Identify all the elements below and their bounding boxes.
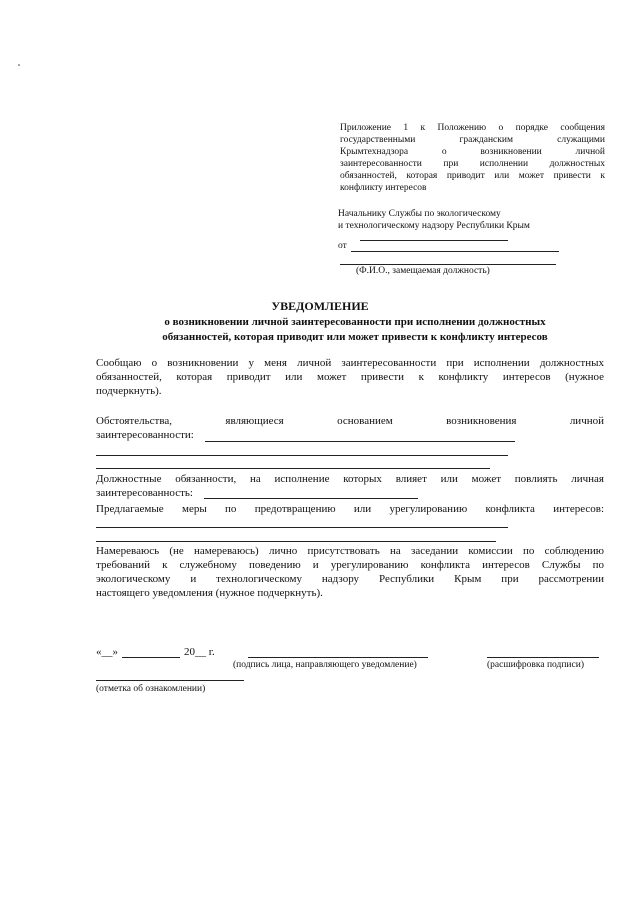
decode-line (487, 657, 599, 658)
ack-caption: (отметка об ознакомлении) (96, 684, 206, 694)
statement-line: обязанностей, которая приводит или может привести к конфликту интересов (нужное (96, 371, 604, 383)
intent-line: Намереваюсь (не намереваюсь) лично присутствовать на заседании комиссии по соблюдению (96, 545, 604, 557)
duties-label: Должностные обязанности, на исполнение которых влияет или может повлиять личная (96, 473, 604, 485)
addressee-line: и технологическому надзору Республики Крым (338, 221, 530, 231)
circumstances-label: Обстоятельства, являющиеся основанием возникновения личной (96, 415, 604, 427)
title-subline: обязанностей, которая приводит или может привести к конфликту интересов (162, 331, 548, 343)
from-label: от (338, 241, 347, 251)
measures-label: Предлагаемые меры по предотвращению или урегулированию конфликта интересов: (96, 503, 604, 515)
appendix-line: конфликту интересов (340, 183, 427, 193)
appendix-line: Крымтехнадзора о возникновении личной (340, 147, 605, 157)
duties-fill-line (204, 498, 418, 499)
measures-fill-line (96, 541, 496, 542)
addressee-block (338, 208, 608, 232)
duties-label-cont: заинтересованность: (96, 487, 193, 499)
intent-paragraph (96, 544, 604, 600)
appendix-line: Приложение 1 к Положению о порядке сообщения (340, 123, 605, 133)
scan-speck (18, 64, 20, 66)
intent-line: настоящего уведомления (нужное подчеркнуть). (96, 587, 323, 599)
appendix-line: обязанностей, которая приводит или может привести к (340, 171, 605, 181)
measures-fill-line (96, 527, 508, 528)
addressee-fill-line (360, 240, 508, 241)
fio-caption: (Ф.И.О., замещаемая должность) (356, 266, 490, 276)
ack-line (96, 680, 244, 681)
signer-caption: (подпись лица, направляющего уведомление) (233, 660, 417, 670)
decode-caption: (расшифровка подписи) (487, 660, 584, 670)
statement-line: подчеркнуть). (96, 385, 162, 397)
date-year: 20__ г. (184, 646, 215, 658)
appendix-line: заинтересованности при исполнении должностных (340, 159, 605, 169)
statement-paragraph (96, 356, 604, 398)
signature-line (248, 657, 428, 658)
circumstances-fill-line (96, 455, 508, 456)
circumstances-label-cont: заинтересованности: (96, 429, 194, 441)
date-open: «__» (96, 646, 118, 658)
title-subline: о возникновении личной заинтересованности при исполнении должностных (164, 316, 546, 328)
intent-line: экологическому и технологическому надзору Республики Крым при рассмотрении (96, 573, 604, 585)
appendix-block (340, 122, 605, 194)
circumstances-fill-line (205, 441, 515, 442)
circumstances-fill-line (96, 468, 490, 469)
addressee-line: Начальнику Службы по экологическому (338, 209, 501, 219)
statement-line: Сообщаю о возникновении у меня личной заинтересованности при исполнении должностных (96, 357, 604, 369)
intent-line: требований к служебному поведению и урегулированию конфликта интересов Службы по (96, 559, 604, 571)
from-fill-line (351, 251, 559, 252)
date-month-line (122, 657, 180, 658)
appendix-line: государственными гражданским служащими (340, 135, 605, 145)
document-title: УВЕДОМЛЕНИЕ (271, 299, 369, 313)
